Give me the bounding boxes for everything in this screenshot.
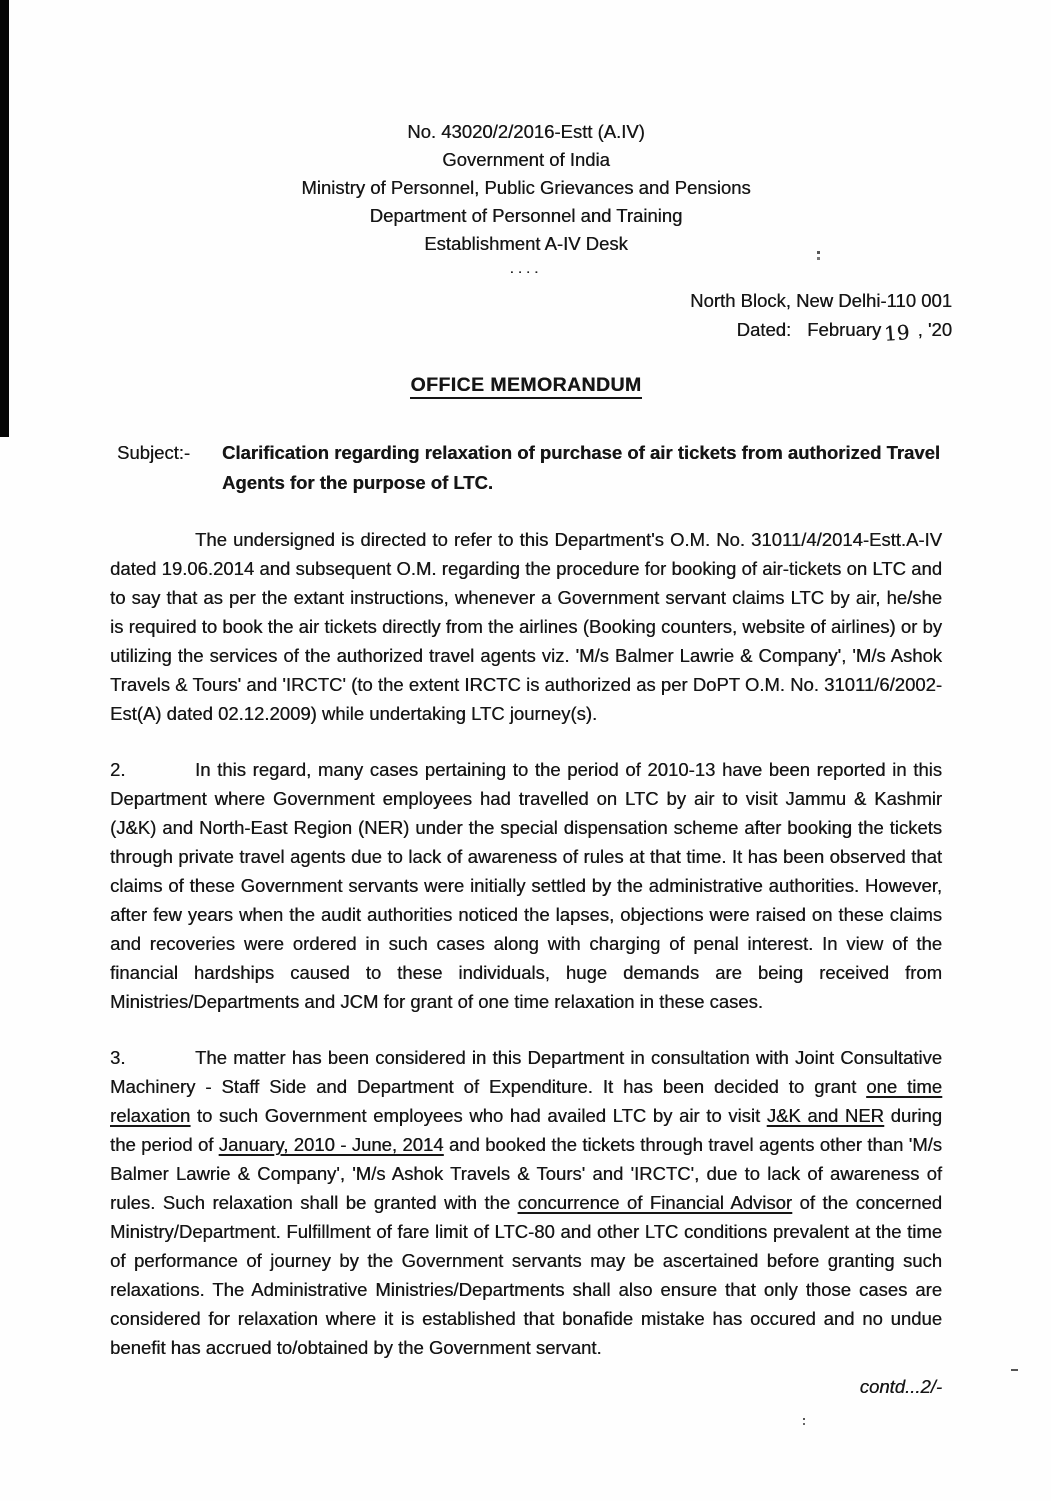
date-label: Dated: — [736, 319, 792, 340]
paragraph-number: 2. — [110, 759, 126, 780]
memo-heading: OFFICE MEMORANDUM — [110, 374, 942, 397]
paragraph-text: The matter has been considered in this Department in consultation with Joint Consultative Machinery - Staff Side and Department of Expenditure. It has been decided to grant one time relaxation to such Government employees who had availed LTC by air to visit J&K and NER during the period of January, 2010 - June, 2014 and booked the tickets through travel agents other than 'M/s Balmer Lawrie & Company', 'M/s Ashok Travels & Tours' and 'IRCTC', due to lack of awareness of rules. Such relaxation shall be granted with the concurrence of Financial Advisor of the concerned Ministry/Department. Fulfillment of fare limit of LTC-80 and other LTC conditions prevalent at the time of performance of journey by the Government servants may be ascertained before granting such relaxations. The Administrative Ministries/Departments shall also ensure that only those cases are considered for relaxation where it is established that bonafide mistake has occured and no undue benefit has accrued to/obtained by the Government servant. — [110, 1047, 943, 1358]
date-year: , '20 — [917, 319, 952, 340]
paragraph-text: The undersigned is directed to refer to this Department's O.M. No. 31011/4/2014-Estt.A-IV dated 19.06.2014 and subsequent O.M. regarding the procedure for booking of air-tickets on LTC and to say that as per the extant instructions, whenever a Government servant claims LTC by air, he/she is required to book the air tickets directly from the airlines (Booking counters, website of airlines) or by utilizing the services of the authorized travel agents viz. 'M/s Balmer Lawrie & Company', 'M/s Ashok Travels & Tours' and 'IRCTC' (to the extent IRCTC is authorized as per DoPT O.M. No. 31011/6/2002-Est(A) dated 02.12.2009) while undertaking LTC journey(s). — [110, 529, 942, 724]
paragraph-3 — [110, 1043, 942, 1362]
ink-speck — [803, 1418, 805, 1420]
org-line-department: Department of Personnel and Training — [369, 205, 683, 226]
subject-label: Subject:- — [117, 442, 191, 463]
paragraph-text: In this regard, many cases pertaining to the period of 2010-13 have been reported in this Department where Government employees had travelled on LTC by air to visit Jammu & Kashmir (J&K) and North-East Region (NER) under the special dispensation scheme after booking the tickets through private travel agents due to lack of awareness of rules at that time. It has been observed that claims of these Government servants were initially settled by the administrative authorities. However, after few years when the audit authorities noticed the lapses, objections were raised on these claims and recoveries were ordered in such cases along with charging of penal interest. In view of the financial hardships caused to these individuals, huge demands are being received from Ministries/Departments and JCM for grant of one time relaxation in these cases. — [110, 759, 942, 1012]
scan-edge-artifact — [0, 0, 9, 437]
letterhead — [110, 118, 942, 258]
org-line-ministry: Ministry of Personnel, Public Grievances and Pensions — [301, 177, 751, 198]
paragraph-2 — [110, 755, 942, 1016]
subject-row — [110, 438, 942, 498]
memo-content — [110, 118, 952, 1398]
org-line-government: Government of India — [442, 149, 610, 170]
date-line — [110, 315, 952, 344]
ink-speck — [1011, 1369, 1018, 1371]
continuation-note: contd...2/- — [859, 1376, 942, 1397]
handwritten-day: 19 — [883, 320, 911, 346]
subject-text: Clarification regarding relaxation of purchase of air tickets from authorized Travel Agents for the purpose of LTC. — [222, 442, 940, 493]
address-line: North Block, New Delhi-110 001 — [690, 290, 952, 311]
paragraph-1 — [110, 525, 942, 728]
reference-number: No. 43020/2/2016-Estt (A.IV) — [407, 121, 645, 142]
date-month: February — [807, 319, 882, 340]
paragraph-number: 3. — [110, 1047, 126, 1068]
place-date-block — [110, 287, 952, 344]
org-line-desk: Establishment A-IV Desk — [424, 233, 628, 254]
dots-separator: .... — [509, 260, 543, 277]
